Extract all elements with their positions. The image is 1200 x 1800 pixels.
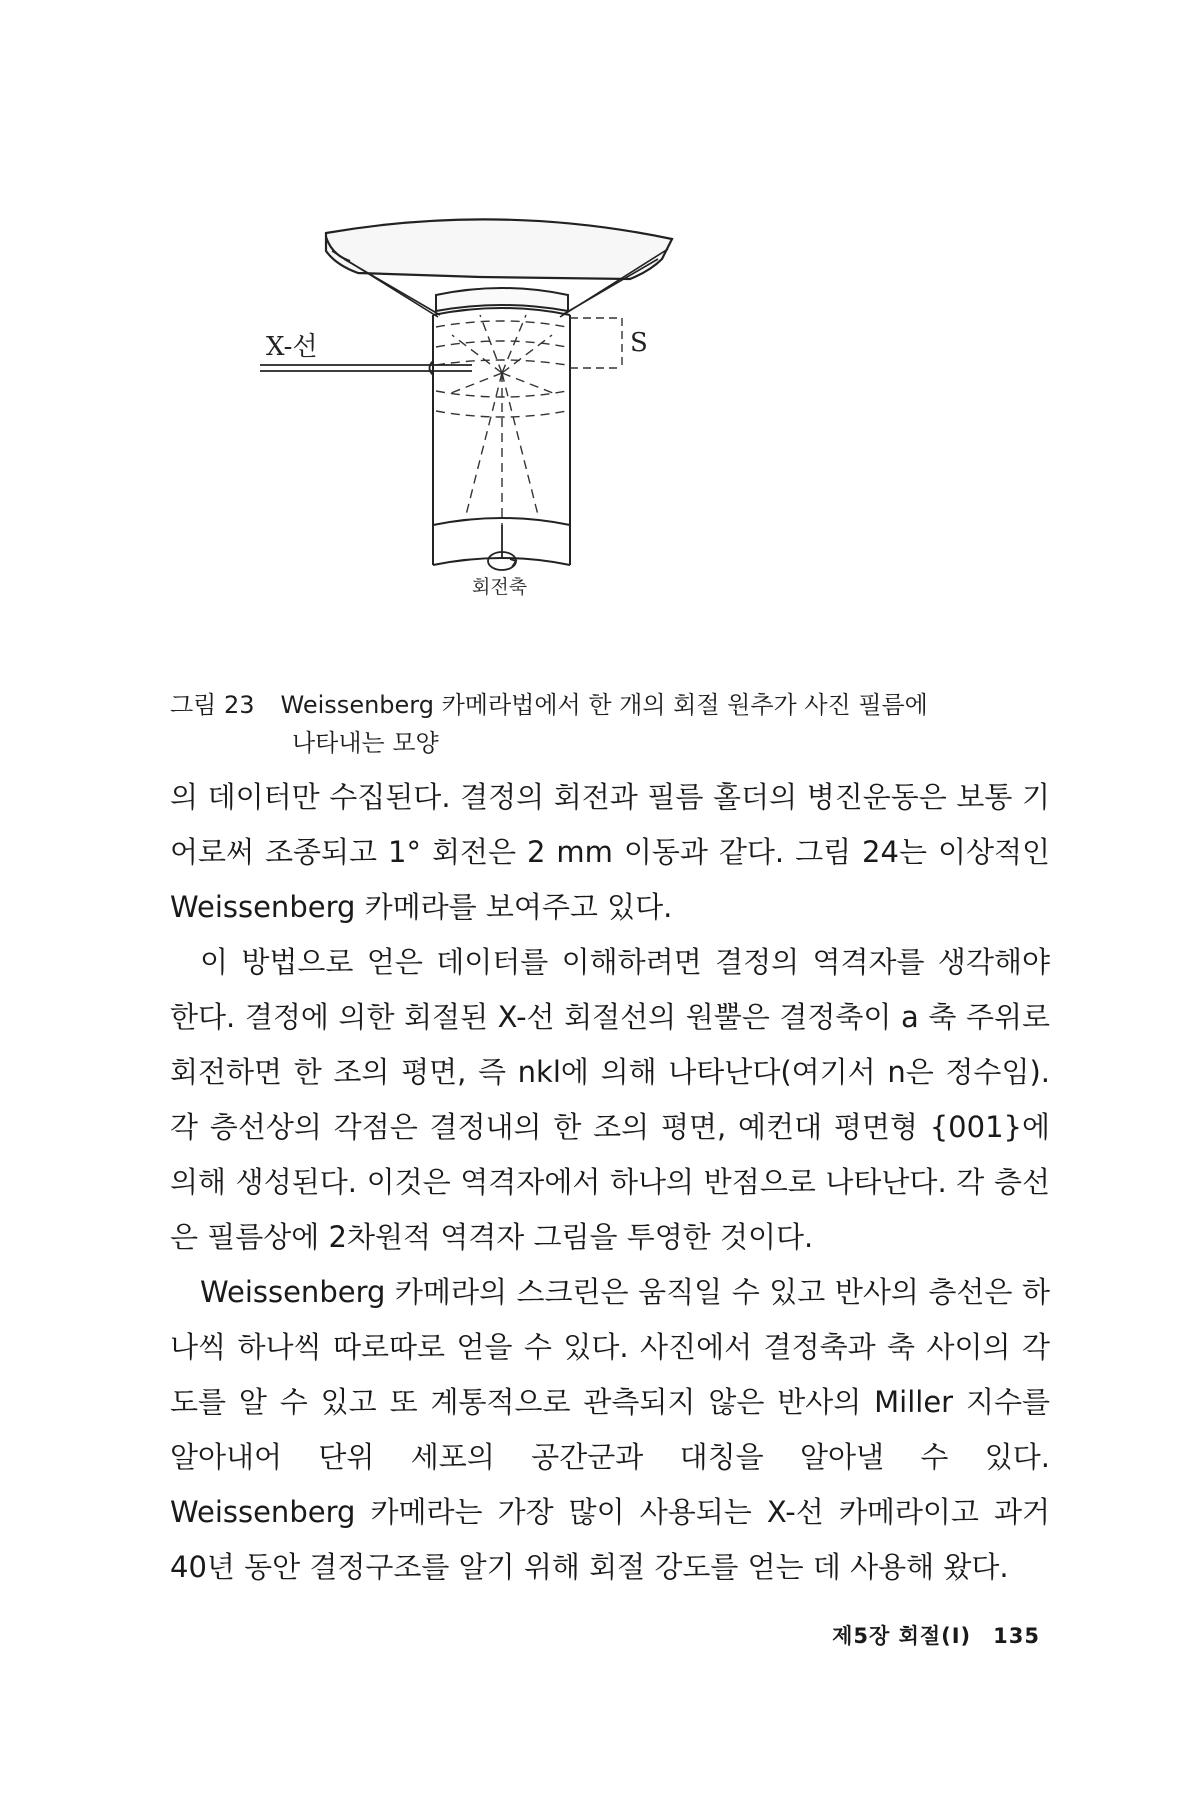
spacing-label: S [630,328,648,358]
spacing-bracket [570,318,622,368]
layer-lines [436,315,567,525]
weissenberg-diagram [240,215,800,685]
chapter-title: 제5장 회절(Ⅰ) [832,1624,972,1648]
xray-label: X-선 [266,332,318,362]
caption-line2: 나타내는 모양 [292,729,439,757]
rotation-axis-label: 회전축 [472,576,528,598]
xray-beam [260,361,472,375]
rotation-axis-icon [488,525,516,570]
paragraph-3: Weissenberg 카메라의 스크린은 움직일 수 있고 반사의 층선은 하나씩 하나씩 따로따로 얻을 수 있다. 사진에서 결정축과 축 사이의 각도를 알 수 있고 또 계통적으로 관측되지 않은 반사의 Miller 지수를 알아내어 단위 세포의 공간군과 대칭을 알아낼 수 있다. Weissenberg 카메라는 가장 많이 사용되는 X-선 카메라이고 과거 40년 동안 결정구조를 알기 위해 회절 강도를 얻는 데 사용해 왔다. [170,1275,1050,1584]
paragraph-2: 이 방법으로 얻은 데이터를 이해하려면 결정의 역격자를 생각해야 한다. 결정에 의한 회절된 X-선 회절선의 원뿔은 결정축이 a 축 주위로 회전하면 한 조의 평면, 즉 nkl에 의해 나타난다(여기서 n은 정수임). 각 층선상의 각점은 결정내의 한 조의 평면, 예컨대 평면형 {001}에 의해 생성된다. 이것은 역격자에서 하나의 반점으로 나타난다. 각 층선은 필름상에 2차원적 역격자 그림을 투영한 것이다. [170,945,1050,1254]
page-footer [740,1620,1040,1650]
page-number: 135 [993,1624,1040,1648]
diagram-svg [240,215,800,685]
figure-caption [170,686,1050,762]
body-text [170,770,1050,1595]
caption-line1: Weissenberg 카메라법에서 한 개의 회절 원추가 사진 필름에 [280,691,928,719]
caption-number: 그림 23 [170,691,255,719]
paragraph-1: 의 데이터만 수집된다. 결정의 회전과 필름 홀더의 병진운동은 보통 기어로써 조종되고 1° 회전은 2 mm 이동과 같다. 그림 24는 이상적인 Weissenberg 카메라를 보여주고 있다. [170,780,1050,924]
film-sheet [326,219,672,279]
